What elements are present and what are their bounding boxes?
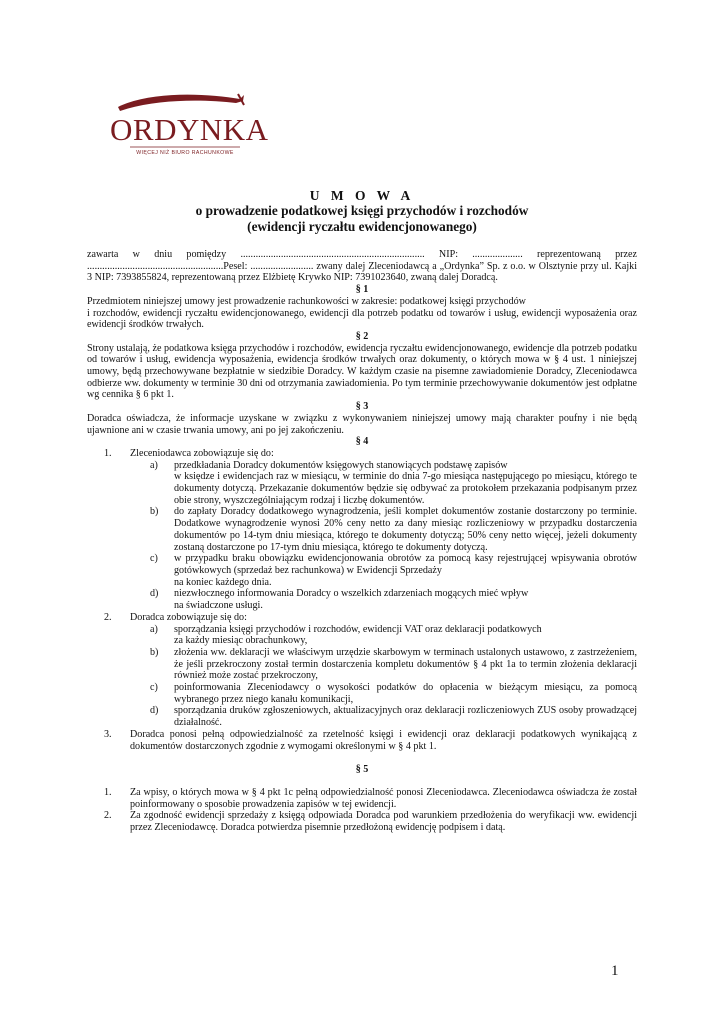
- list-item-text: Za wpisy, o których mowa w § 4 pkt 1c pełną odpowiedzialność ponosi Zleceniodawca. Zleceniodawca oświadcza że został poinformowany o sposobie prowadzenia zapisów w tej ewidencji.: [130, 786, 637, 810]
- document-subtitle: o prowadzenie podatkowej księgi przychodów i rozchodów: [195, 203, 529, 218]
- sub-list-text: przedkładania Doradcy dokumentów księgowych stanowiących podstawę zapisów: [174, 459, 508, 471]
- section-1-text: i rozchodów, ewidencji ryczałtu ewidencjonowanego, ewidencji dla potrzeb podatku od towarów i usług, ewidencji wyposażenia oraz ewidencji środków trwałych.: [87, 307, 637, 331]
- list-item: [87, 810, 637, 833]
- sub-list-letter: d): [150, 588, 159, 600]
- sub-list-letter: b): [150, 506, 159, 518]
- logo-wordmark: ORDYNKA: [110, 112, 269, 147]
- sub-list-text: niezwłocznego informowania Doradcy o wszelkich zdarzeniach mogących mieć wpływ: [174, 588, 529, 600]
- sub-list-letter: c): [150, 553, 158, 565]
- sub-list-item: [87, 624, 637, 647]
- sub-list-item: [87, 553, 637, 588]
- sub-list-item: [87, 588, 637, 611]
- sub-list-text: złożenia ww. deklaracji we właściwym urzędzie skarbowym w terminach ustalonych ustawowo, z zastrzeżeniem, że jeśli przekroczony został termin dostarczenia kompletu dokumentów § 4 pkt 1a to termin złożenia deklaracji również może zostać przekroczony,: [174, 646, 637, 682]
- sub-list-text: sporządzania druków zgłoszeniowych, aktualizacyjnych oraz deklaracji rozliczeniowych ZUS osoby prowadzącej działalność.: [174, 705, 637, 729]
- section-2-text: Strony ustalają, że podatkowa księga przychodów i rozchodów, ewidencja ryczałtu ewidencjonowanego, ewidencje dla potrzeb podatku od towarów i usług, ewidencja wyposażenia, ewidencja środków trwałych oraz dokumenty, o których mowa w § 4 ust. 1 niniejszej umowy, będą przechowywane bezpłatnie w siedzibie Doradcy. W każdym czasie na pisemne zawiadomienie Doradcy, Zleceniodawca odbierze ww. dokumenty w terminie 30 dni od otrzymania zawiadomienia. Po tym terminie przechowywanie dokumentów jest odpłatne wg cennika § 6 pkt 1.: [87, 342, 637, 401]
- sub-list-text: na świadczone usługi.: [174, 600, 263, 612]
- list-number: 1.: [104, 447, 112, 459]
- list-item-text: Doradca ponosi pełną odpowiedzialność za rzetelność księgi i ewidencji oraz deklaracji podatkowych wynikającą z dokumentów dostarczonych zgodnie z wymogami określonymi w § 4 pkt 1.: [130, 728, 637, 752]
- list-item-text: Zleceniodawca zobowiązuje się do:: [130, 447, 274, 459]
- sub-list-letter: c): [150, 682, 158, 694]
- sub-list-letter: b): [150, 646, 159, 658]
- list-item: [87, 448, 637, 460]
- sub-list-item: [87, 682, 637, 705]
- sub-list-item: [87, 460, 637, 507]
- list-item-text: Doradca zobowiązuje się do:: [130, 611, 247, 623]
- sub-list-text: do zapłaty Doradcy dodatkowego wynagrodzenia, jeśli komplet dokumentów zostanie dostarczony po terminie. Dodatkowe wynagrodzenie wynosi 20% ceny netto za dany miesiąc rozliczeniowy w przypadku dostarczenia dokumentów po 14-tym dniu miesiąca, którego te dokumenty dotyczą; 50% ceny netto więcej, jeżeli dokumenty zostaną dostarczone po 17-tym dniu miesiąca, którego te dokumenty dotyczą.: [174, 506, 637, 553]
- sub-list-letter: a): [150, 623, 158, 635]
- section-5-heading: § 5: [355, 764, 369, 776]
- sub-list-item: [87, 506, 637, 553]
- sub-list-text: za każdy miesiąc obrachunkowy,: [174, 635, 308, 647]
- list-number: 2.: [104, 611, 112, 623]
- list-item: [87, 787, 637, 810]
- section-3-heading: § 3: [355, 401, 369, 413]
- sub-list-text: na koniec każdego dnia.: [174, 576, 272, 588]
- section-4-heading: § 4: [355, 436, 369, 448]
- page-number: 1: [611, 963, 619, 979]
- section-1-heading: § 1: [355, 284, 369, 296]
- intro-paragraph: zawarta w dniu pomiędzy ......................................................................... NIP: .................... reprezentowaną przez ......................................................Pesel: ......................... zwany dalej Zleceniodawcą a „Ordynka” Sp. z o.o. w Olsztynie przy ul. Kajki 3 NIP: 7393855824, reprezentowaną przez Elżbietę Krywko NIP: 7391023640, zwaną dalej Doradcą.: [87, 249, 637, 284]
- list-number: 1.: [104, 786, 112, 798]
- contract-document: [87, 188, 637, 834]
- sub-list-letter: a): [150, 459, 158, 471]
- sub-list-text: poinformowania Zleceniodawcy o wysokości podatków do opłacenia w bieżącym miesiącu, za pomocą wybranego przez niego kanału komunikacji,: [174, 682, 637, 705]
- document-title: U M O W A: [309, 188, 415, 203]
- section-2-heading: § 2: [355, 330, 369, 342]
- list-item: [87, 612, 637, 624]
- sub-list-item: [87, 647, 637, 682]
- list-item: [87, 729, 637, 752]
- sub-list-text: w przypadku braku obowiązku ewidencjonowania obrotów za pomocą kasy rejestrującej wpisywania obrotów gotówkowych (sprzedaż bez rachunkowa) w Ewidencji Sprzedaży: [174, 553, 637, 576]
- sub-list-text: w księdze i ewidencjach raz w miesiącu, w terminie do dnia 7-go miesiąca następującego po miesiącu, którego te dokumenty dotyczą. Przekazanie dokumentów będzie się odbywać za protokołem przekazania podpisanym przez obie strony, wyszczególniającym rodzaj i liczbę dokumentów.: [174, 471, 637, 506]
- sub-list-letter: d): [150, 705, 159, 717]
- company-logo: [110, 85, 269, 165]
- logo-tagline: WIĘCEJ NIŻ BIURO RACHUNKOWE: [136, 150, 234, 156]
- section-1-line: Przedmiotem niniejszej umowy jest prowadzenie rachunkowości w zakresie: podatkowej księgi przychodów: [87, 295, 526, 307]
- list-number: 3.: [104, 728, 112, 740]
- sub-list-item: [87, 705, 637, 728]
- list-item-text: Za zgodność ewidencji sprzedaży z księgą odpowiada Doradca pod warunkiem przedłożenia do weryfikacji ww. ewidencji przez Zleceniodawcę. Doradca potwierdza pisemnie przedłożoną ewidencję podpisem i datą.: [130, 810, 637, 834]
- list-number: 2.: [104, 810, 112, 822]
- sub-list-text: sporządzania księgi przychodów i rozchodów, ewidencji VAT oraz deklaracji podatkowych: [174, 623, 542, 635]
- document-subtitle-note: (ewidencji ryczałtu ewidencjonowanego): [247, 218, 477, 234]
- section-3-text: Doradca oświadcza, że informacje uzyskane w związku z wykonywaniem niniejszej umowy mają charakter poufny i nie będą ujawnione ani w czasie trwania umowy, ani po jej zakończeniu.: [87, 412, 637, 436]
